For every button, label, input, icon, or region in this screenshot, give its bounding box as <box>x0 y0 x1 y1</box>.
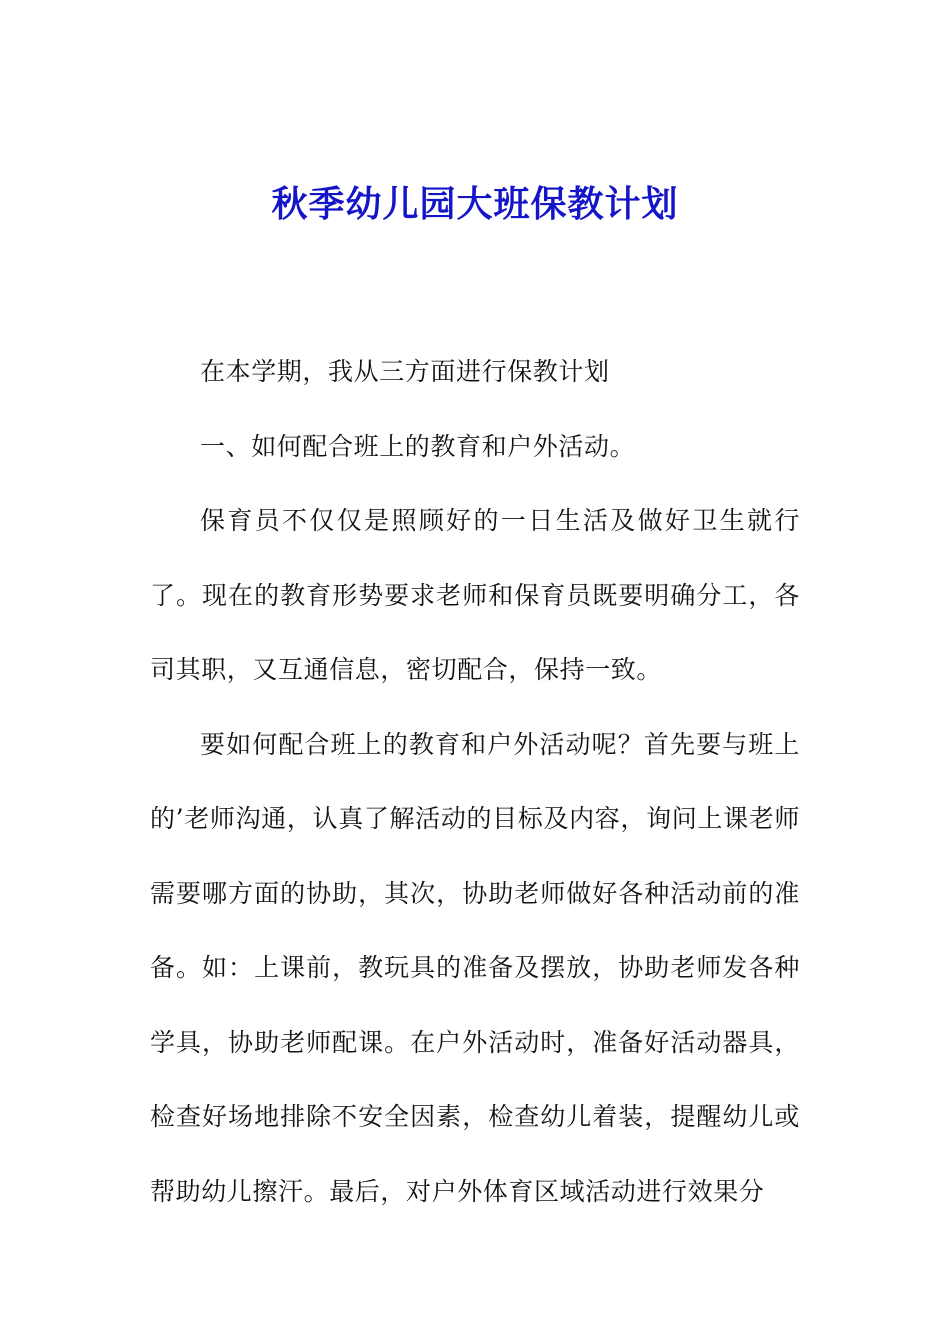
paragraph-intro: 在本学期，我从三方面进行保教计划 <box>200 357 610 386</box>
document-title: 秋季幼儿园大班保教计划 <box>271 183 679 225</box>
paragraph-section-heading: 一、如何配合班上的教育和户外活动。 <box>200 431 636 461</box>
document-body <box>150 335 800 1229</box>
paragraph-role: 保育员不仅仅是照顾好的一日生活及做好卫生就行了。现在的教育形势要求老师和保育员既要明确分工，各司其职，又互通信息，密切配合，保持一致。 <box>150 506 800 684</box>
paragraph-cooperation: 要如何配合班上的教育和户外活动呢？首先要与班上的’老师沟通，认真了解活动的目标及内容，询问上课老师需要哪方面的协助，其次，协助老师做好各种活动前的准备。如：上课前，教玩具的准备及摆放，协助老师发各种学具，协助老师配课。在户外活动时，准备好活动器具，检查好场地排除不安全因素，检查幼儿着装，提醒幼儿或帮助幼儿擦汗。最后，对户外体育区域活动进行效果分 <box>150 729 800 1206</box>
